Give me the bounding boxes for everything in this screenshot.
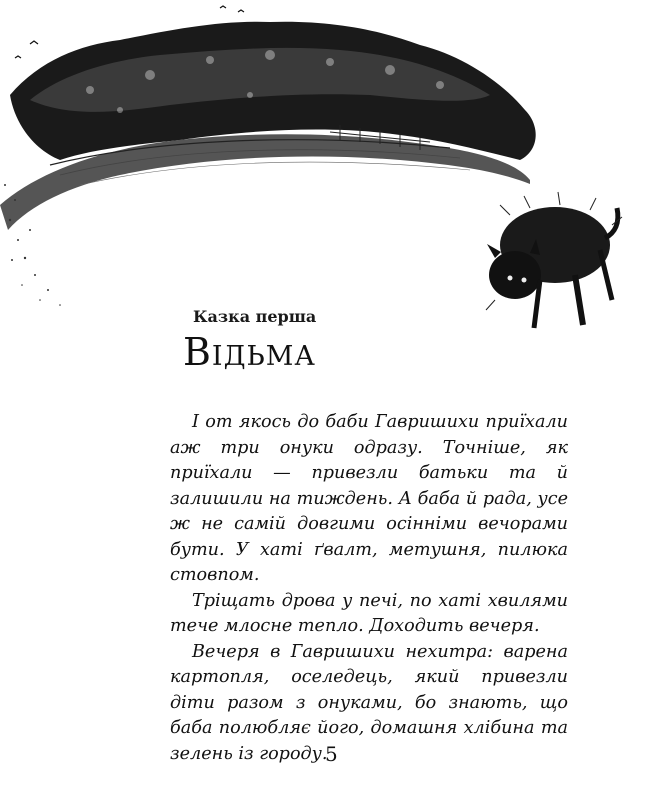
page-number: 5	[325, 742, 338, 766]
story-text	[170, 410, 568, 767]
paragraph: Тріщать дрова у печі, по хаті хвилями тече млосне тепло. Доходить вечеря.	[170, 590, 568, 636]
forest-and-cat-illustration	[0, 0, 650, 340]
paragraph: Вечеря в Гавришихи нехитра: варена картопля, оселедець, який привезли діти разом з онуками, бо знають, що баба полюбляє його, домашня хлібина та зелень із городу.	[170, 641, 568, 764]
paragraph: І от якось до баби Гавришихи приїхали аж три онуки одразу. Точніше, як приїхали — привезли батьки та й залишили на тиждень. А баба й рада, усе ж не самій довгими осінніми вечорами бути. У хаті ґвалт, метушня, пилюка стовпом.	[170, 412, 568, 585]
chapter-subtitle: Казка перша	[193, 307, 317, 326]
chapter-title: Відьма	[183, 330, 316, 374]
